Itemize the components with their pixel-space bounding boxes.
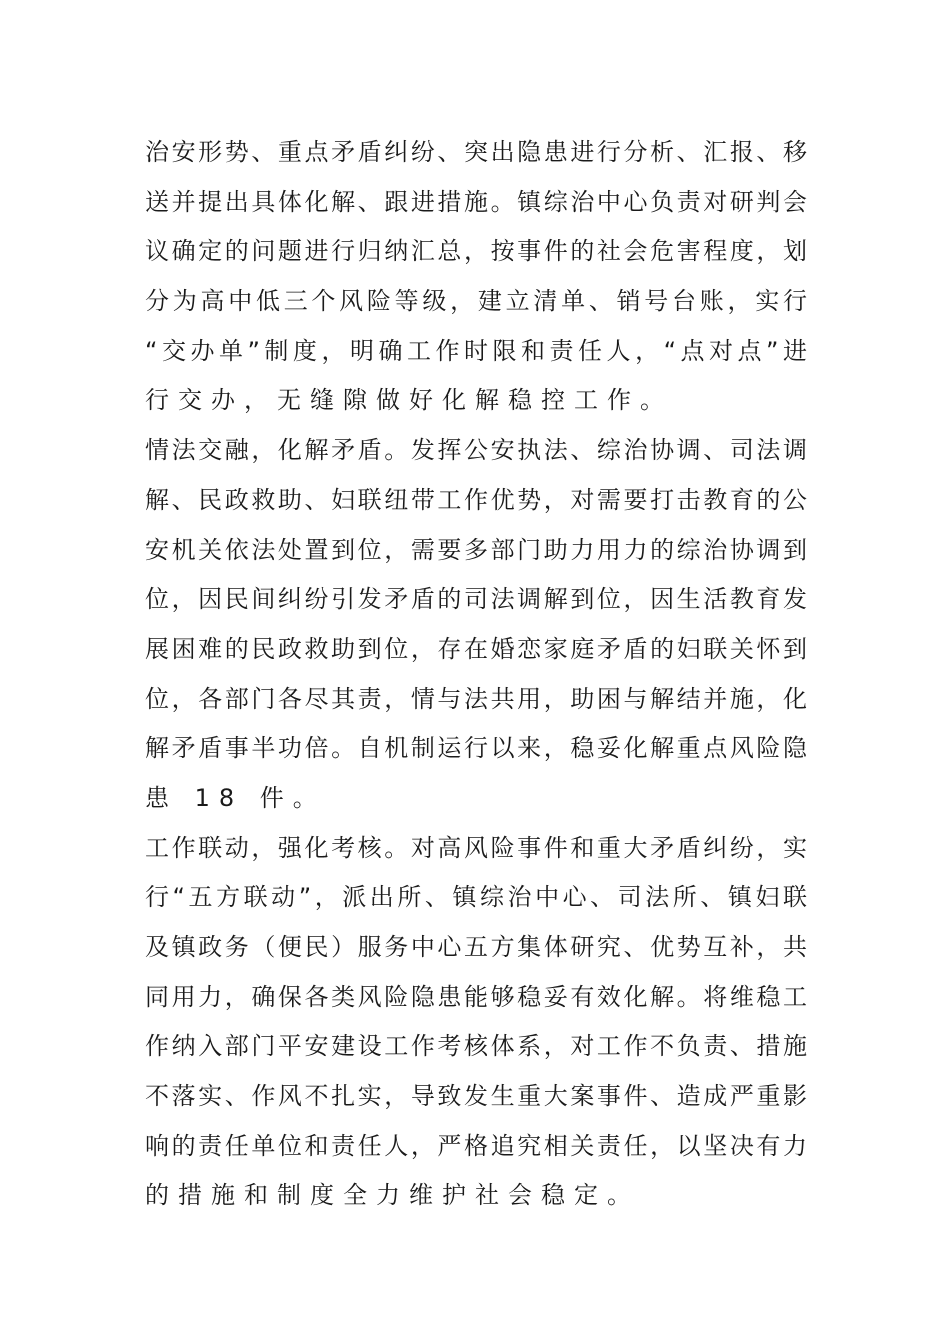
text-line: 解矛盾事半功倍。自机制运行以来，稳妥化解重点风险隐 (145, 734, 807, 763)
paragraph-2 (145, 426, 807, 824)
text-line: 行“五方联动”，派出所、镇综治中心、司法所、镇妇联 (145, 883, 807, 912)
text-line: 同用力，确保各类风险隐患能够稳妥有效化解。将维稳工 (145, 982, 807, 1011)
text-line: 位，各部门各尽其责，情与法共用，助困与解结并施，化 (145, 684, 807, 713)
text-line: 展困难的民政救助到位，存在婚恋家庭矛盾的妇联关怀到 (145, 634, 807, 663)
text-line: 位，因民间纠纷引发矛盾的司法调解到位，因生活教育发 (145, 585, 807, 614)
paragraph-1 (145, 128, 807, 426)
text-line: 安机关依法处置到位，需要多部门助力用力的综治协调到 (145, 535, 807, 564)
text-line: 患 18 件。 (145, 783, 326, 812)
document-page (145, 128, 807, 1221)
text-line: 作纳入部门平安建设工作考核体系，对工作不负责、措施 (145, 1032, 807, 1061)
text-line: 的措施和制度全力维护社会稳定。 (145, 1181, 640, 1210)
text-line: 议确定的问题进行归纳汇总，按事件的社会危害程度，划 (145, 237, 807, 266)
text-line: “交办单”制度，明确工作时限和责任人，“点对点”进 (145, 336, 807, 365)
paragraph-3 (145, 824, 807, 1222)
text-line: 送并提出具体化解、跟进措施。镇综治中心负责对研判会 (145, 187, 807, 216)
text-line: 及镇政务（便民）服务中心五方集体研究、优势互补，共 (145, 933, 807, 961)
text-line: 工作联动，强化考核。对高风险事件和重大矛盾纠纷，实 (145, 833, 807, 862)
text-line: 治安形势、重点矛盾纠纷、突出隐患进行分析、汇报、移 (145, 138, 807, 166)
text-line: 响的责任单位和责任人，严格追究相关责任，以坚决有力 (145, 1131, 807, 1160)
text-line: 分为高中低三个风险等级，建立清单、销号台账，实行 (145, 287, 807, 316)
text-line: 解、民政救助、妇联纽带工作优势，对需要打击教育的公 (145, 485, 807, 514)
text-line: 不落实、作风不扎实，导致发生重大案事件、造成严重影 (145, 1082, 807, 1111)
text-line: 行交办，无缝隙做好化解稳控工作。 (145, 386, 673, 415)
text-line: 情法交融，化解矛盾。发挥公安执法、综治协调、司法调 (145, 436, 807, 465)
